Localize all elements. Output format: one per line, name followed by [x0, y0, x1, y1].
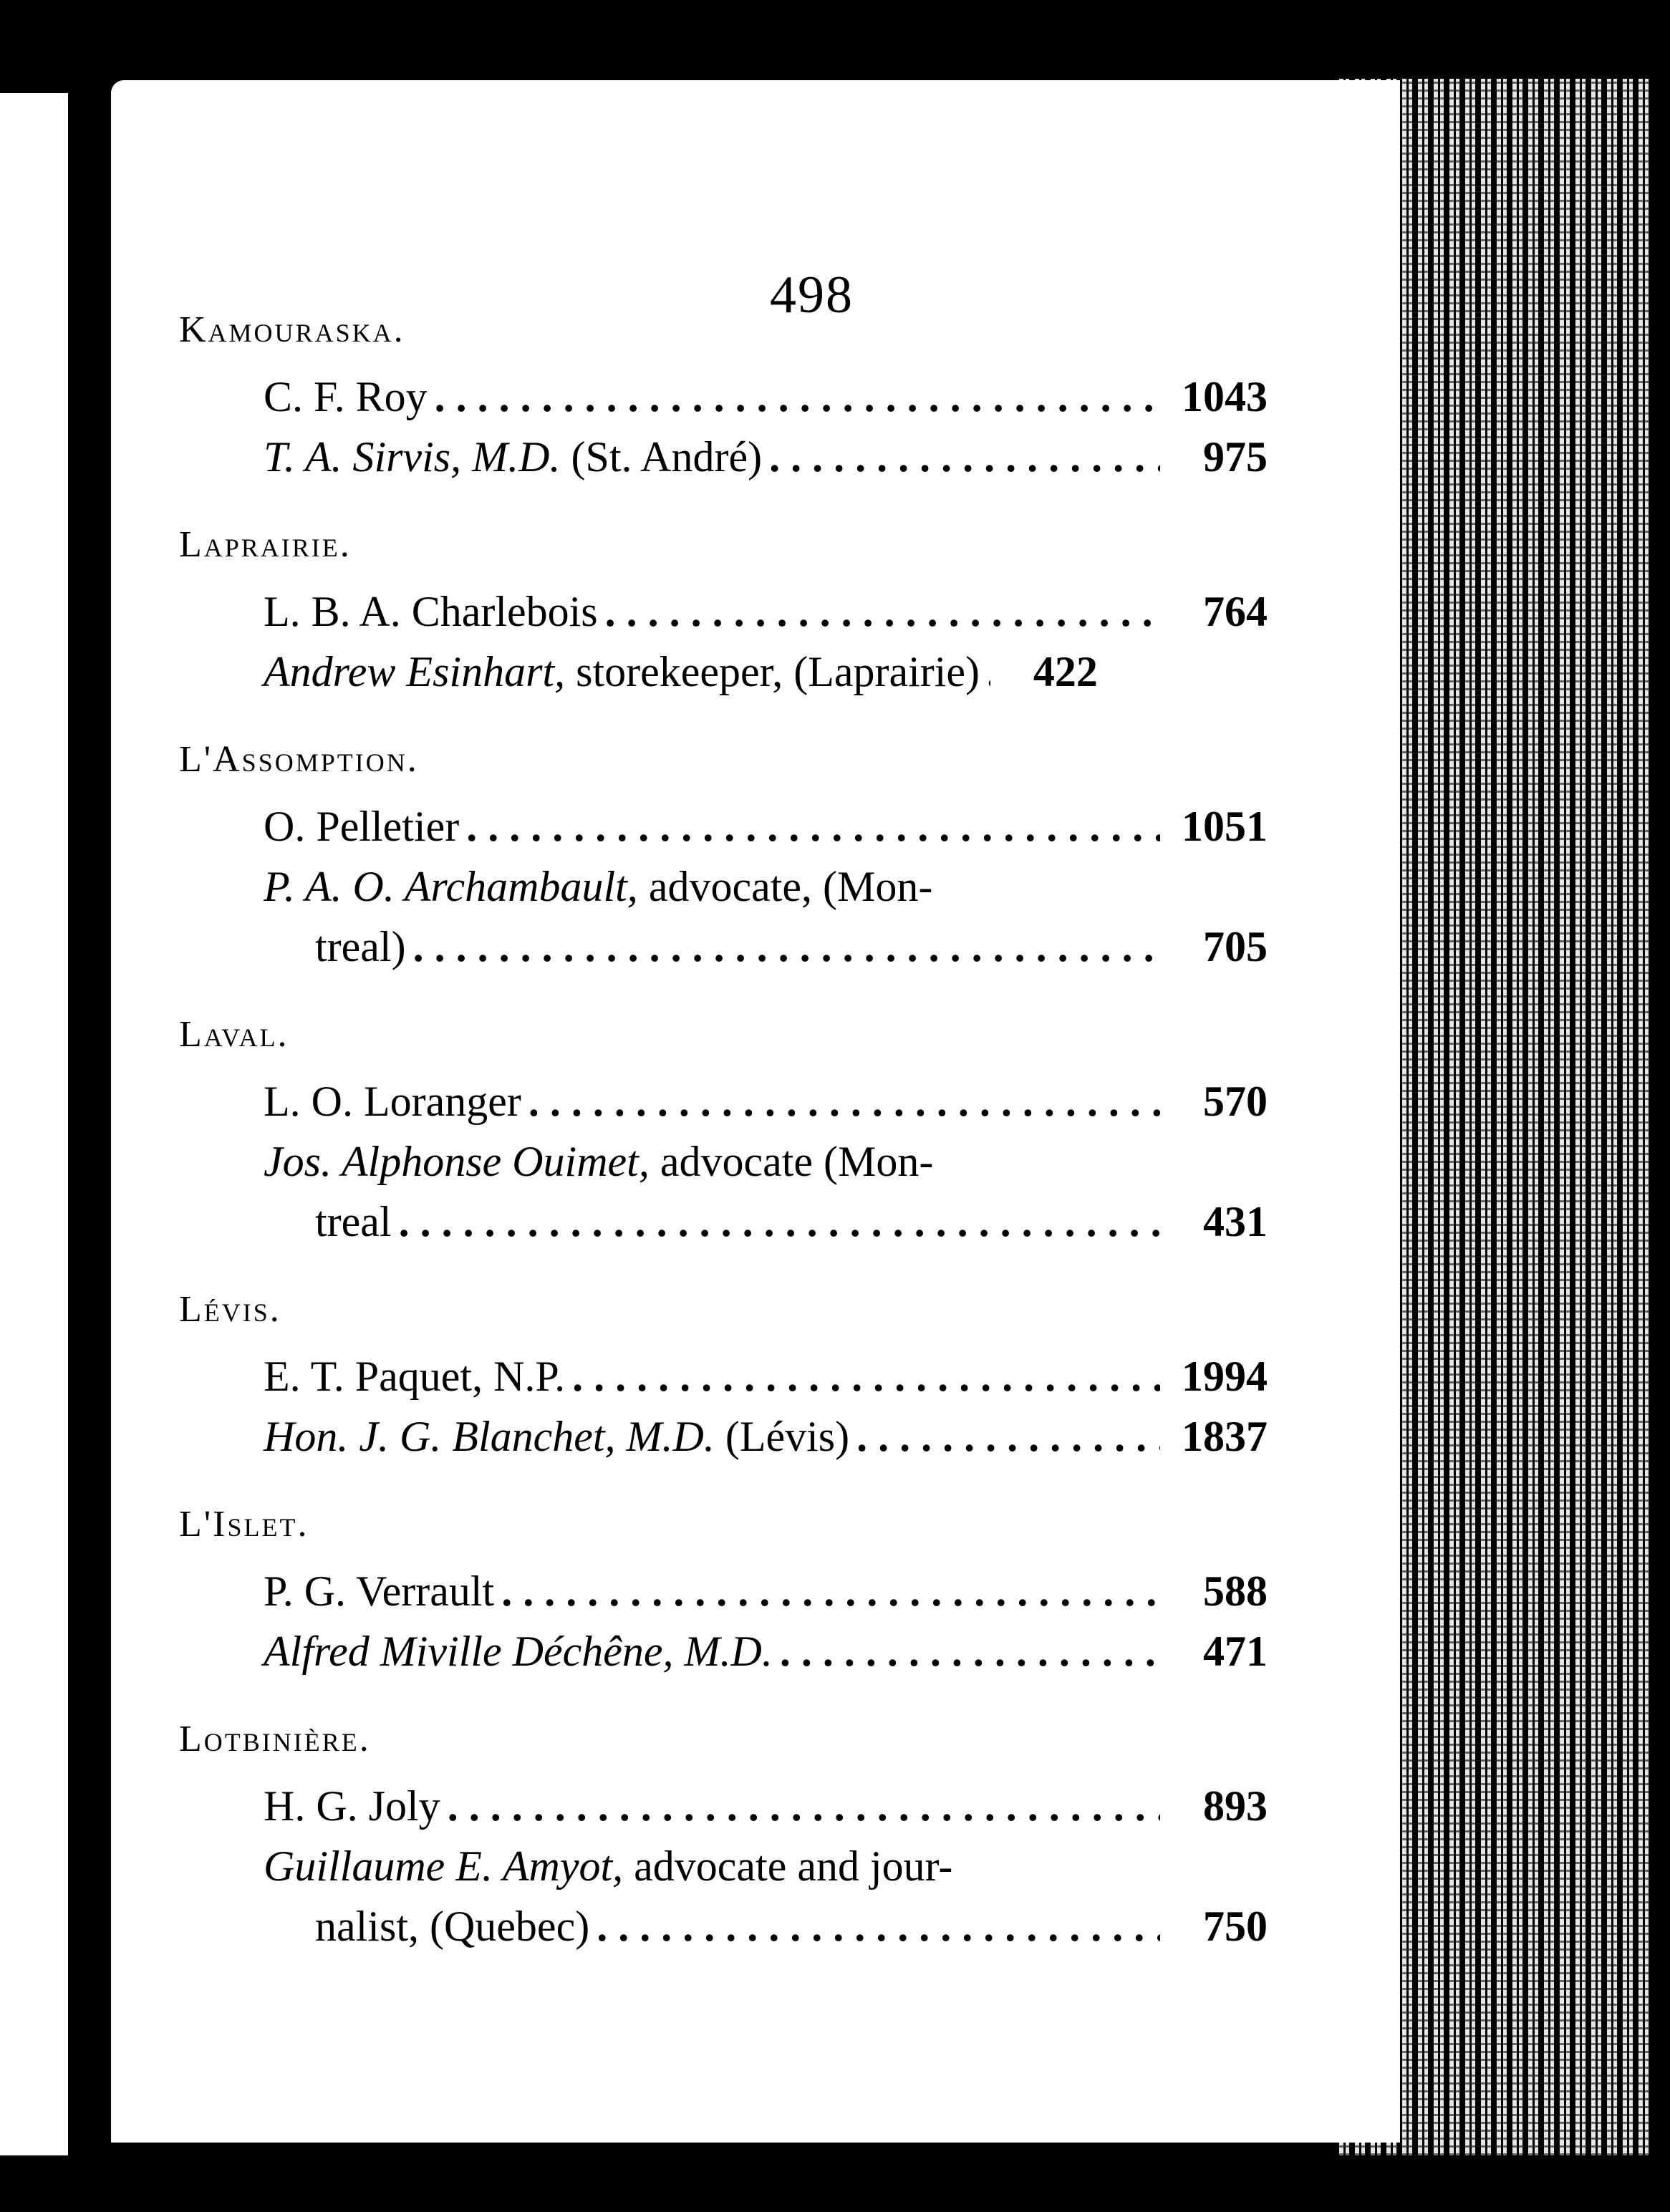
facing-page-strip: [0, 93, 68, 2155]
candidate-name-italic: Guillaume E. Amyot,: [264, 1842, 624, 1890]
dot-leader: [572, 1346, 1160, 1406]
dot-leader: [413, 917, 1160, 977]
candidate-row: [179, 1346, 1268, 1406]
candidate-name-italic: Hon. J. G. Blanchet, M.D.: [264, 1413, 715, 1460]
candidate-name: L. O. Loranger: [264, 1078, 521, 1125]
candidate-row-continued: [179, 917, 1268, 977]
candidate-detail: storekeeper, (Laprairie): [565, 648, 980, 695]
dot-leader: [780, 1621, 1160, 1681]
candidate-name: C. F. Roy: [264, 373, 428, 420]
vote-count: 1994: [1182, 1353, 1268, 1400]
county-section: [179, 516, 1268, 702]
county-section: [179, 1710, 1268, 1956]
candidate-detail: (St. André): [560, 433, 763, 480]
candidate-row: [179, 642, 1268, 702]
candidate-row-continued: [179, 1192, 1268, 1252]
county-section: [179, 730, 1268, 977]
candidate-row: [179, 1071, 1268, 1131]
candidate-row-continued: [179, 1896, 1268, 1956]
candidate-name: O. Pelletier: [264, 803, 460, 850]
vote-count: 570: [1203, 1078, 1268, 1125]
county-heading: Laval.: [179, 1014, 289, 1055]
vote-count: 705: [1203, 923, 1268, 970]
candidate-name-italic: Jos. Alphonse Ouimet,: [264, 1138, 650, 1185]
county-heading: Lotbinière.: [179, 1719, 371, 1759]
dot-leader: [987, 642, 990, 702]
candidate-row: [179, 1406, 1268, 1467]
candidate-name-italic: Alfred Miville Déchêne, M.D.: [264, 1628, 773, 1675]
dot-leader: [856, 1406, 1160, 1467]
county-heading: Lévis.: [179, 1289, 281, 1330]
county-heading: Kamouraska.: [179, 309, 405, 350]
candidate-name: [264, 642, 980, 702]
county-section: [179, 301, 1268, 487]
election-list: [179, 301, 1268, 1985]
candidate-name-italic: Andrew Esinhart,: [264, 648, 566, 695]
vote-count: 471: [1203, 1628, 1268, 1675]
vote-count: 431: [1203, 1198, 1268, 1245]
candidate-detail: (Lévis): [714, 1413, 850, 1460]
candidate-detail: advocate, (Mon-: [637, 863, 933, 910]
candidate-name: L. B. A. Charlebois: [264, 588, 598, 635]
candidate-name: [264, 427, 762, 487]
vote-count: 1837: [1182, 1413, 1268, 1460]
candidate-detail: advocate and jour-: [623, 1842, 953, 1890]
dot-leader: [528, 1071, 1160, 1131]
vote-count: 1043: [1182, 373, 1268, 420]
county-section: [179, 1495, 1268, 1681]
candidate-row: [179, 796, 1268, 856]
dot-leader: [435, 367, 1160, 427]
candidate-name: E. T. Paquet, N.P.: [264, 1353, 566, 1400]
vote-count: 750: [1203, 1903, 1268, 1950]
vote-count: 1051: [1182, 803, 1268, 850]
vote-count: 764: [1203, 588, 1268, 635]
candidate-name-italic: T. A. Sirvis, M.D.: [264, 433, 561, 480]
vote-count: 975: [1203, 433, 1268, 480]
county-section: [179, 1005, 1268, 1252]
candidate-row: [179, 427, 1268, 487]
county-section: [179, 1280, 1268, 1467]
dot-leader: [597, 1896, 1160, 1956]
county-heading: L'Islet.: [179, 1504, 309, 1545]
dot-leader: [501, 1561, 1160, 1621]
vote-count: 893: [1203, 1782, 1268, 1830]
candidate-row: [179, 1561, 1268, 1621]
county-heading: L'Assomption.: [179, 739, 419, 780]
candidate-row: [179, 1776, 1268, 1836]
candidate-row: [179, 367, 1268, 427]
candidate-row: [179, 1621, 1268, 1681]
dot-leader: [466, 796, 1160, 856]
dot-leader: [769, 427, 1160, 487]
dot-leader: [399, 1192, 1160, 1252]
candidate-detail-continued: nalist, (Quebec): [315, 1903, 590, 1950]
dot-leader: [448, 1776, 1160, 1836]
candidate-row: [179, 581, 1268, 642]
candidate-name-line: [179, 1836, 1268, 1896]
page-number: 498: [770, 266, 854, 324]
candidate-detail-continued: treal): [315, 923, 406, 970]
candidate-name: H. G. Joly: [264, 1782, 440, 1830]
candidate-name-line: [179, 1131, 1268, 1192]
candidate-name: [264, 1406, 849, 1467]
vote-count: 588: [1203, 1568, 1268, 1615]
county-heading: Laprairie.: [179, 524, 352, 565]
candidate-detail: advocate (Mon-: [649, 1138, 934, 1185]
candidate-name: [264, 1621, 773, 1681]
candidate-name-italic: P. A. O. Archambault,: [264, 863, 638, 910]
vote-count: 422: [1033, 648, 1098, 695]
candidate-name: P. G. Verrault: [264, 1568, 495, 1615]
candidate-detail-continued: treal: [315, 1198, 392, 1245]
dot-leader: [605, 581, 1160, 642]
candidate-name-line: [179, 856, 1268, 917]
